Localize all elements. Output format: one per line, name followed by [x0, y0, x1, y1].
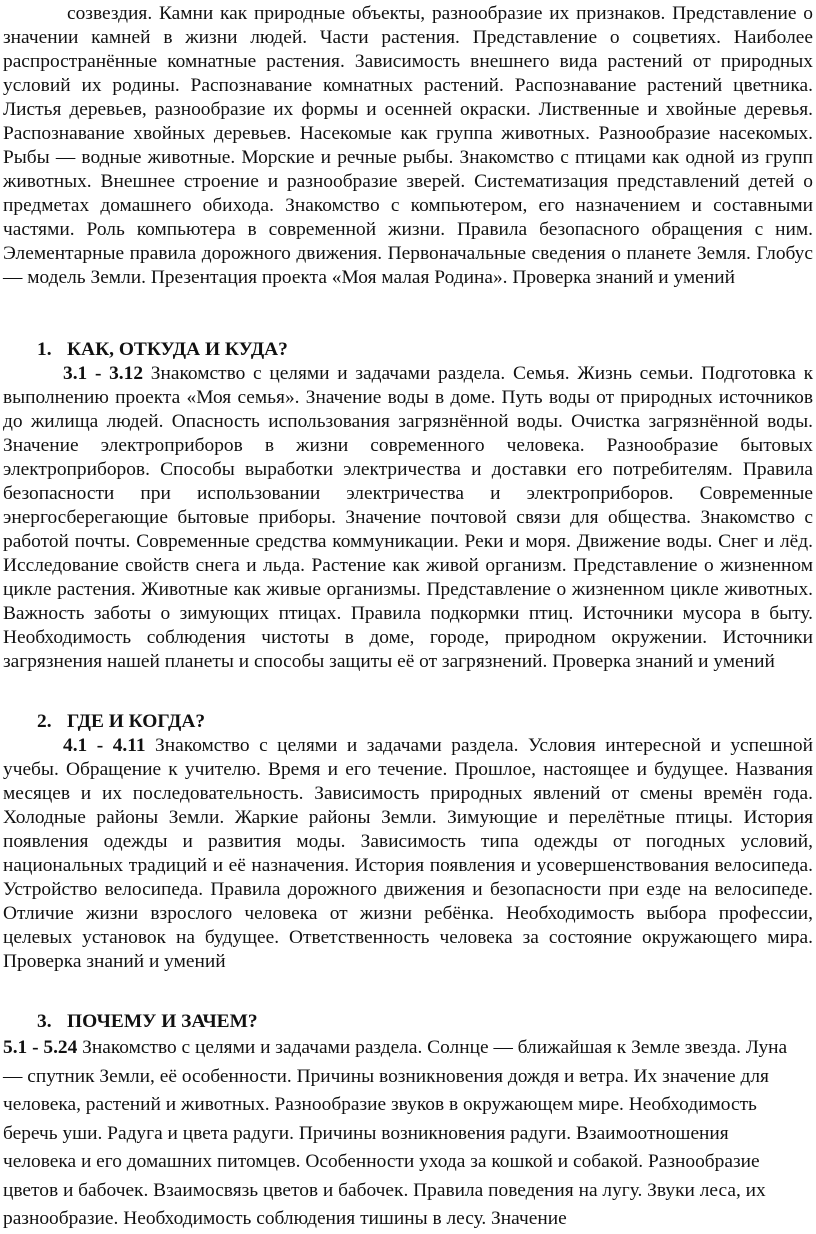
lesson-range: 3.1 - 3.12 — [63, 363, 144, 384]
spacer — [3, 974, 813, 1010]
intro-paragraph: созвездия. Камни как природные объекты, разнообразие их признаков. Представление о значении камней в жизни людей. Части растения. Представление о соцветиях. Наиболее распространённые комнатные растения. Зависимость внешнего вида растений от природных условий их родины. Распознавание комнатных растений. Распознавание растений цветника. Листья деревьев, разнообразие их формы и осенней окраски. Лиственные и хвойные деревья. Распознавание хвойных деревьев. Насекомые как группа животных. Разнообразие насекомых. Рыбы — водные животные. Морские и речные рыбы. Знакомство с птицами как одной из групп животных. Внешнее строение и разнообразие зверей. Систематизация представлений детей о предметах домашнего обихода. Знакомство с компьютером, его назначением и составными частями. Роль компьютера в современной жизни. Правила безопасного обращения с ним. Элементарные правила дорожного движения. Первоначальные сведения о планете Земля. Глобус — модель Земли. Презентация проекта «Моя малая Родина». Проверка знаний и умений — [3, 3, 813, 288]
section-3-body — [3, 1034, 813, 1234]
section-text: Знакомство с целями и задачами раздела. Солнце — ближайшая к Земле звезда. Луна — спутник Земли, её особенности. Причины возникновения дождя и ветра. Их значение для человека, растений и животных. Разнообразие звуков в окружающем мире. Необходимость беречь уши. Радуга и цвета радуги. Причины возникновения радуги. Взаимоотношения человека и его домашних питомцев. Особенности ухода за кошкой и собакой. Разнообразие цветов и бабочек. Взаимосвязь цветов и бабочек. Правила поведения на лугу. Звуки леса, их разнообразие. Необходимость соблюдения тишины в лесу. Значение — [3, 1037, 788, 1229]
section-number: 1. — [37, 339, 52, 360]
spacer — [3, 674, 813, 710]
section-number: 2. — [37, 711, 52, 732]
spacer — [3, 290, 813, 338]
section-text: Знакомство с целями и задачами раздела. Условия интересной и успешной учебы. Обращение к учителю. Время и его течение. Прошлое, настоящее и будущее. Названия месяцев и их последовательность. Зависимость природных явлений от смены времён года. Холодные районы Земли. Жаркие районы Земли. Зимующие и перелётные птицы. История появления одежды и развития моды. Зависимость типа одежды от погодных условий, национальных традиций и её назначения. История появления и усовершенствования велосипеда. Устройство велосипеда. Правила дорожного движения и безопасности при езде на велосипеде. Отличие жизни взрослого человека от жизни ребёнка. Необходимость выбора профессии, целевых установок на будущее. Ответственность человека за состояние окружающего мира. Проверка знаний и умений — [3, 735, 813, 972]
section-title: ПОЧЕМУ И ЗАЧЕМ? — [67, 1011, 258, 1032]
section-1-heading — [3, 338, 813, 362]
section-title: ГДЕ И КОГДА? — [67, 711, 206, 732]
section-title: КАК, ОТКУДА И КУДА? — [67, 339, 288, 360]
section-3 — [3, 1010, 813, 1234]
lesson-range: 5.1 - 5.24 — [3, 1037, 78, 1058]
section-text: Знакомство с целями и задачами раздела. Семья. Жизнь семьи. Подготовка к выполнению проекта «Моя семья». Значение воды в доме. Путь воды от природных источников до жилища людей. Опасность использования загрязнённой воды. Очистка загрязнённой воды. Значение электроприборов в жизни современного человека. Разнообразие бытовых электроприборов. Способы выработки электричества и доставки его потребителям. Правила безопасности при использовании электричества и электроприборов. Современные энергосберегающие бытовые приборы. Значение почтовой связи для общества. Знакомство с работой почты. Современные средства коммуникации. Реки и моря. Движение воды. Снег и лёд. Исследование свойств снега и льда. Растение как живой организм. Представление о жизненном цикле растения. Животные как живые организмы. Представление о жизненном цикле животных. Важность заботы о зимующих птицах. Правила подкормки птиц. Источники мусора в быту. Необходимость соблюдения чистоты в доме, городе, природном окружении. Источники загрязнения нашей планеты и способы защиты её от загрязнений. Проверка знаний и умений — [3, 363, 814, 672]
section-2-heading — [3, 710, 813, 734]
section-number: 3. — [37, 1011, 52, 1032]
section-1-body — [3, 362, 813, 674]
lesson-range: 4.1 - 4.11 — [63, 735, 146, 756]
section-3-heading — [3, 1010, 813, 1034]
section-2-body — [3, 734, 813, 974]
